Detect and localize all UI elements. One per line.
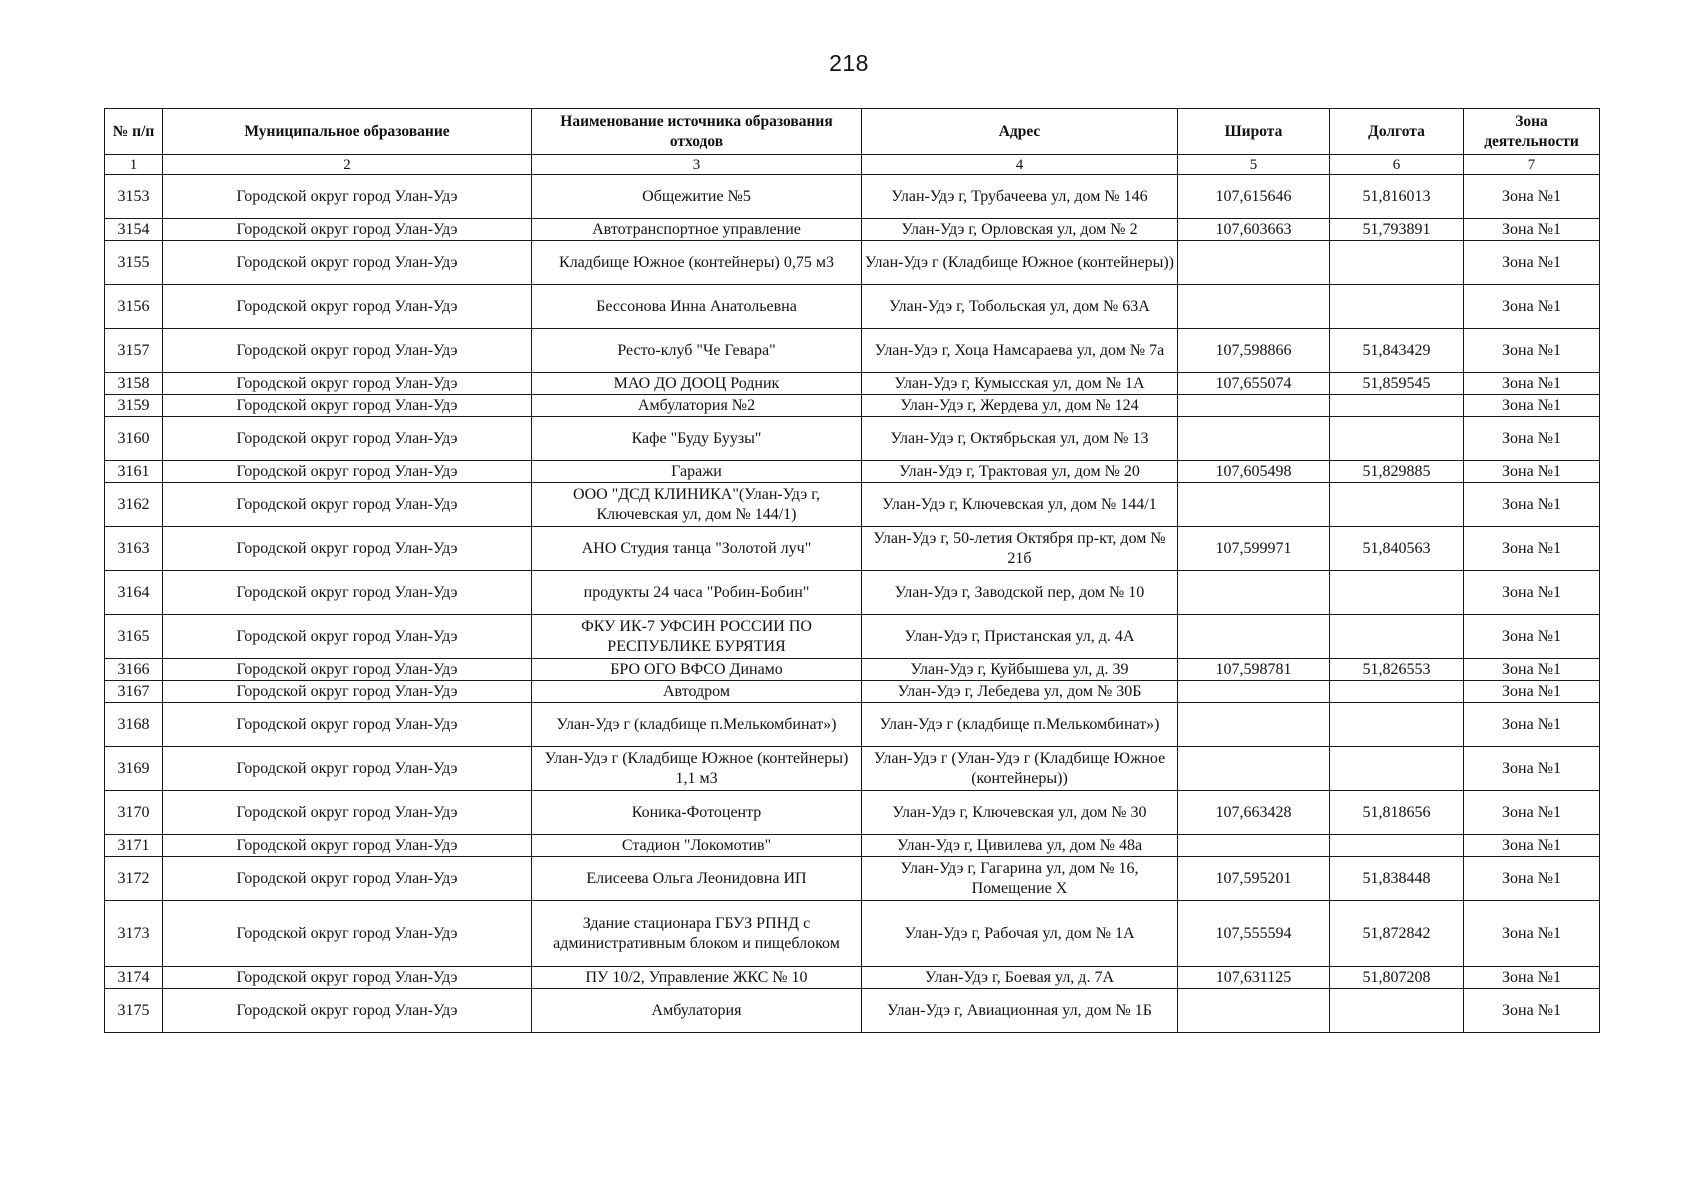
row-number-cell: 3157 (105, 329, 163, 373)
row-number-cell: 3172 (105, 857, 163, 901)
table-row (105, 329, 1600, 373)
zone-cell: Зона №1 (1464, 747, 1600, 791)
source-cell: Амбулатория (532, 989, 862, 1033)
latitude-cell (1178, 285, 1330, 329)
zone-cell: Зона №1 (1464, 373, 1600, 395)
column-number: 7 (1464, 155, 1600, 175)
zone-cell: Зона №1 (1464, 395, 1600, 417)
source-cell: Коника-Фотоцентр (532, 791, 862, 835)
latitude-cell (1178, 989, 1330, 1033)
table-row (105, 857, 1600, 901)
zone-cell: Зона №1 (1464, 461, 1600, 483)
row-number-cell: 3153 (105, 175, 163, 219)
longitude-cell: 51,843429 (1330, 329, 1464, 373)
source-cell: БРО ОГО ВФСО Динамо (532, 659, 862, 681)
address-cell: Улан-Удэ г (Кладбище Южное (контейнеры)) (862, 241, 1178, 285)
latitude-cell (1178, 615, 1330, 659)
row-number-cell: 3174 (105, 967, 163, 989)
municipality-cell: Городской округ город Улан-Удэ (163, 241, 532, 285)
address-cell: Улан-Удэ г, Куйбышева ул, д. 39 (862, 659, 1178, 681)
row-number-cell: 3155 (105, 241, 163, 285)
municipality-cell: Городской округ город Улан-Удэ (163, 373, 532, 395)
longitude-cell: 51,807208 (1330, 967, 1464, 989)
table-row (105, 483, 1600, 527)
latitude-cell (1178, 681, 1330, 703)
address-cell: Улан-Удэ г, Авиационная ул, дом № 1Б (862, 989, 1178, 1033)
table-row (105, 417, 1600, 461)
source-cell: Автотранспортное управление (532, 219, 862, 241)
address-cell: Улан-Удэ г, Боевая ул, д. 7А (862, 967, 1178, 989)
address-cell: Улан-Удэ г, Рабочая ул, дом № 1А (862, 901, 1178, 967)
longitude-cell (1330, 615, 1464, 659)
row-number-cell: 3170 (105, 791, 163, 835)
longitude-cell (1330, 703, 1464, 747)
zone-cell: Зона №1 (1464, 791, 1600, 835)
source-cell: Бессонова Инна Анатольевна (532, 285, 862, 329)
municipality-cell: Городской округ город Улан-Удэ (163, 989, 532, 1033)
municipality-cell: Городской округ город Улан-Удэ (163, 703, 532, 747)
table-row (105, 241, 1600, 285)
row-number-cell: 3166 (105, 659, 163, 681)
longitude-cell (1330, 395, 1464, 417)
longitude-cell (1330, 835, 1464, 857)
row-number-cell: 3160 (105, 417, 163, 461)
header-longitude: Долгота (1330, 109, 1464, 155)
latitude-cell (1178, 483, 1330, 527)
table-row (105, 285, 1600, 329)
address-cell: Улан-Удэ г, Орловская ул, дом № 2 (862, 219, 1178, 241)
longitude-cell (1330, 241, 1464, 285)
table-row (105, 527, 1600, 571)
row-number-cell: 3154 (105, 219, 163, 241)
longitude-cell: 51,793891 (1330, 219, 1464, 241)
table-row (105, 835, 1600, 857)
longitude-cell (1330, 417, 1464, 461)
longitude-cell (1330, 989, 1464, 1033)
municipality-cell: Городской округ город Улан-Удэ (163, 615, 532, 659)
municipality-cell: Городской округ город Улан-Удэ (163, 571, 532, 615)
table-header-row (105, 109, 1600, 155)
column-number-row (105, 155, 1600, 175)
latitude-cell: 107,663428 (1178, 791, 1330, 835)
source-cell: продукты 24 часа "Робин-Бобин" (532, 571, 862, 615)
source-cell: Автодром (532, 681, 862, 703)
source-cell: Елисеева Ольга Леонидовна ИП (532, 857, 862, 901)
latitude-cell: 107,655074 (1178, 373, 1330, 395)
header-municipality: Муниципальное образование (163, 109, 532, 155)
row-number-cell: 3165 (105, 615, 163, 659)
latitude-cell (1178, 417, 1330, 461)
municipality-cell: Городской округ город Улан-Удэ (163, 483, 532, 527)
latitude-cell (1178, 571, 1330, 615)
column-number: 2 (163, 155, 532, 175)
municipality-cell: Городской округ город Улан-Удэ (163, 835, 532, 857)
latitude-cell: 107,595201 (1178, 857, 1330, 901)
table-row (105, 571, 1600, 615)
source-cell: Кладбище Южное (контейнеры) 0,75 м3 (532, 241, 862, 285)
zone-cell: Зона №1 (1464, 417, 1600, 461)
municipality-cell: Городской округ город Улан-Удэ (163, 329, 532, 373)
address-cell: Улан-Удэ г, 50-летия Октября пр-кт, дом № 21б (862, 527, 1178, 571)
zone-cell: Зона №1 (1464, 285, 1600, 329)
header-source: Наименование источника образования отходов (532, 109, 862, 155)
source-cell: Стадион "Локомотив" (532, 835, 862, 857)
address-cell: Улан-Удэ г, Гагарина ул, дом № 16, Помещение Х (862, 857, 1178, 901)
row-number-cell: 3175 (105, 989, 163, 1033)
row-number-cell: 3159 (105, 395, 163, 417)
zone-cell: Зона №1 (1464, 901, 1600, 967)
source-cell: ПУ 10/2, Управление ЖКС № 10 (532, 967, 862, 989)
longitude-cell (1330, 747, 1464, 791)
latitude-cell: 107,603663 (1178, 219, 1330, 241)
latitude-cell (1178, 835, 1330, 857)
latitude-cell (1178, 747, 1330, 791)
table-row (105, 703, 1600, 747)
municipality-cell: Городской округ город Улан-Удэ (163, 967, 532, 989)
zone-cell: Зона №1 (1464, 989, 1600, 1033)
longitude-cell (1330, 483, 1464, 527)
column-number: 1 (105, 155, 163, 175)
municipality-cell: Городской округ город Улан-Удэ (163, 219, 532, 241)
table-row (105, 659, 1600, 681)
page-number: 218 (829, 50, 869, 76)
latitude-cell: 107,615646 (1178, 175, 1330, 219)
zone-cell: Зона №1 (1464, 659, 1600, 681)
zone-cell: Зона №1 (1464, 527, 1600, 571)
municipality-cell: Городской округ город Улан-Удэ (163, 857, 532, 901)
header-zone: Зона деятельности (1464, 109, 1600, 155)
address-cell: Улан-Удэ г, Цивилева ул, дом № 48а (862, 835, 1178, 857)
column-number: 4 (862, 155, 1178, 175)
source-cell: Гаражи (532, 461, 862, 483)
source-cell: Улан-Удэ г (Кладбище Южное (контейнеры) 1,1 м3 (532, 747, 862, 791)
zone-cell: Зона №1 (1464, 857, 1600, 901)
address-cell: Улан-Удэ г, Трактовая ул, дом № 20 (862, 461, 1178, 483)
zone-cell: Зона №1 (1464, 175, 1600, 219)
municipality-cell: Городской округ город Улан-Удэ (163, 681, 532, 703)
municipality-cell: Городской округ город Улан-Удэ (163, 285, 532, 329)
municipality-cell: Городской округ город Улан-Удэ (163, 461, 532, 483)
source-cell: Улан-Удэ г (кладбище п.Мелькомбинат») (532, 703, 862, 747)
address-cell: Улан-Удэ г, Октябрьская ул, дом № 13 (862, 417, 1178, 461)
address-cell: Улан-Удэ г, Тобольская ул, дом № 63А (862, 285, 1178, 329)
column-number: 5 (1178, 155, 1330, 175)
latitude-cell: 107,605498 (1178, 461, 1330, 483)
municipality-cell: Городской округ город Улан-Удэ (163, 417, 532, 461)
table-row (105, 747, 1600, 791)
waste-sources-table (104, 108, 1600, 1033)
address-cell: Улан-Удэ г, Ключевская ул, дом № 30 (862, 791, 1178, 835)
longitude-cell: 51,838448 (1330, 857, 1464, 901)
municipality-cell: Городской округ город Улан-Удэ (163, 747, 532, 791)
latitude-cell: 107,598781 (1178, 659, 1330, 681)
header-latitude: Широта (1178, 109, 1330, 155)
source-cell: МАО ДО ДООЦ Родник (532, 373, 862, 395)
row-number-cell: 3173 (105, 901, 163, 967)
address-cell: Улан-Удэ г, Пристанская ул, д. 4А (862, 615, 1178, 659)
zone-cell: Зона №1 (1464, 571, 1600, 615)
source-cell: ФКУ ИК-7 УФСИН РОССИИ ПО РЕСПУБЛИКЕ БУРЯТИЯ (532, 615, 862, 659)
column-number: 3 (532, 155, 862, 175)
latitude-cell (1178, 395, 1330, 417)
row-number-cell: 3161 (105, 461, 163, 483)
longitude-cell: 51,840563 (1330, 527, 1464, 571)
address-cell: Улан-Удэ г (кладбище п.Мелькомбинат») (862, 703, 1178, 747)
latitude-cell: 107,599971 (1178, 527, 1330, 571)
zone-cell: Зона №1 (1464, 835, 1600, 857)
address-cell: Улан-Удэ г, Ключевская ул, дом № 144/1 (862, 483, 1178, 527)
table-row (105, 615, 1600, 659)
header-num: № п/п (105, 109, 163, 155)
table-row (105, 791, 1600, 835)
source-cell: АНО Студия танца "Золотой луч" (532, 527, 862, 571)
latitude-cell: 107,631125 (1178, 967, 1330, 989)
address-cell: Улан-Удэ г, Кумысская ул, дом № 1А (862, 373, 1178, 395)
zone-cell: Зона №1 (1464, 615, 1600, 659)
municipality-cell: Городской округ город Улан-Удэ (163, 901, 532, 967)
source-cell: Общежитие №5 (532, 175, 862, 219)
address-cell: Улан-Удэ г, Трубачеева ул, дом № 146 (862, 175, 1178, 219)
source-cell: Амбулатория №2 (532, 395, 862, 417)
source-cell: ООО "ДСД КЛИНИКА"(Улан-Удэ г, Ключевская ул, дом № 144/1) (532, 483, 862, 527)
table-row (105, 967, 1600, 989)
longitude-cell: 51,826553 (1330, 659, 1464, 681)
table-body (105, 175, 1600, 1033)
row-number-cell: 3164 (105, 571, 163, 615)
municipality-cell: Городской округ город Улан-Удэ (163, 175, 532, 219)
row-number-cell: 3167 (105, 681, 163, 703)
table-row (105, 989, 1600, 1033)
address-cell: Улан-Удэ г, Жердева ул, дом № 124 (862, 395, 1178, 417)
column-number: 6 (1330, 155, 1464, 175)
row-number-cell: 3163 (105, 527, 163, 571)
longitude-cell: 51,859545 (1330, 373, 1464, 395)
zone-cell: Зона №1 (1464, 219, 1600, 241)
longitude-cell (1330, 681, 1464, 703)
latitude-cell (1178, 241, 1330, 285)
address-cell: Улан-Удэ г, Заводской пер, дом № 10 (862, 571, 1178, 615)
longitude-cell: 51,818656 (1330, 791, 1464, 835)
longitude-cell (1330, 285, 1464, 329)
source-cell: Здание стационара ГБУЗ РПНД с административным блоком и пищеблоком (532, 901, 862, 967)
longitude-cell: 51,829885 (1330, 461, 1464, 483)
row-number-cell: 3168 (105, 703, 163, 747)
longitude-cell: 51,816013 (1330, 175, 1464, 219)
municipality-cell: Городской округ город Улан-Удэ (163, 395, 532, 417)
source-cell: Ресто-клуб "Че Гевара" (532, 329, 862, 373)
row-number-cell: 3162 (105, 483, 163, 527)
table-row (105, 461, 1600, 483)
longitude-cell: 51,872842 (1330, 901, 1464, 967)
zone-cell: Зона №1 (1464, 967, 1600, 989)
zone-cell: Зона №1 (1464, 483, 1600, 527)
longitude-cell (1330, 571, 1464, 615)
row-number-cell: 3169 (105, 747, 163, 791)
address-cell: Улан-Удэ г, Хоца Намсараева ул, дом № 7а (862, 329, 1178, 373)
address-cell: Улан-Удэ г, Лебедева ул, дом № 30Б (862, 681, 1178, 703)
municipality-cell: Городской округ город Улан-Удэ (163, 527, 532, 571)
row-number-cell: 3158 (105, 373, 163, 395)
zone-cell: Зона №1 (1464, 241, 1600, 285)
latitude-cell: 107,555594 (1178, 901, 1330, 967)
source-cell: Кафе "Буду Буузы" (532, 417, 862, 461)
zone-cell: Зона №1 (1464, 703, 1600, 747)
table-row (105, 681, 1600, 703)
table-row (105, 219, 1600, 241)
table-row (105, 175, 1600, 219)
zone-cell: Зона №1 (1464, 681, 1600, 703)
table-row (105, 373, 1600, 395)
municipality-cell: Городской округ город Улан-Удэ (163, 791, 532, 835)
address-cell: Улан-Удэ г (Улан-Удэ г (Кладбище Южное (контейнеры)) (862, 747, 1178, 791)
header-address: Адрес (862, 109, 1178, 155)
latitude-cell: 107,598866 (1178, 329, 1330, 373)
latitude-cell (1178, 703, 1330, 747)
row-number-cell: 3156 (105, 285, 163, 329)
zone-cell: Зона №1 (1464, 329, 1600, 373)
municipality-cell: Городской округ город Улан-Удэ (163, 659, 532, 681)
row-number-cell: 3171 (105, 835, 163, 857)
table-row (105, 395, 1600, 417)
table-row (105, 901, 1600, 967)
